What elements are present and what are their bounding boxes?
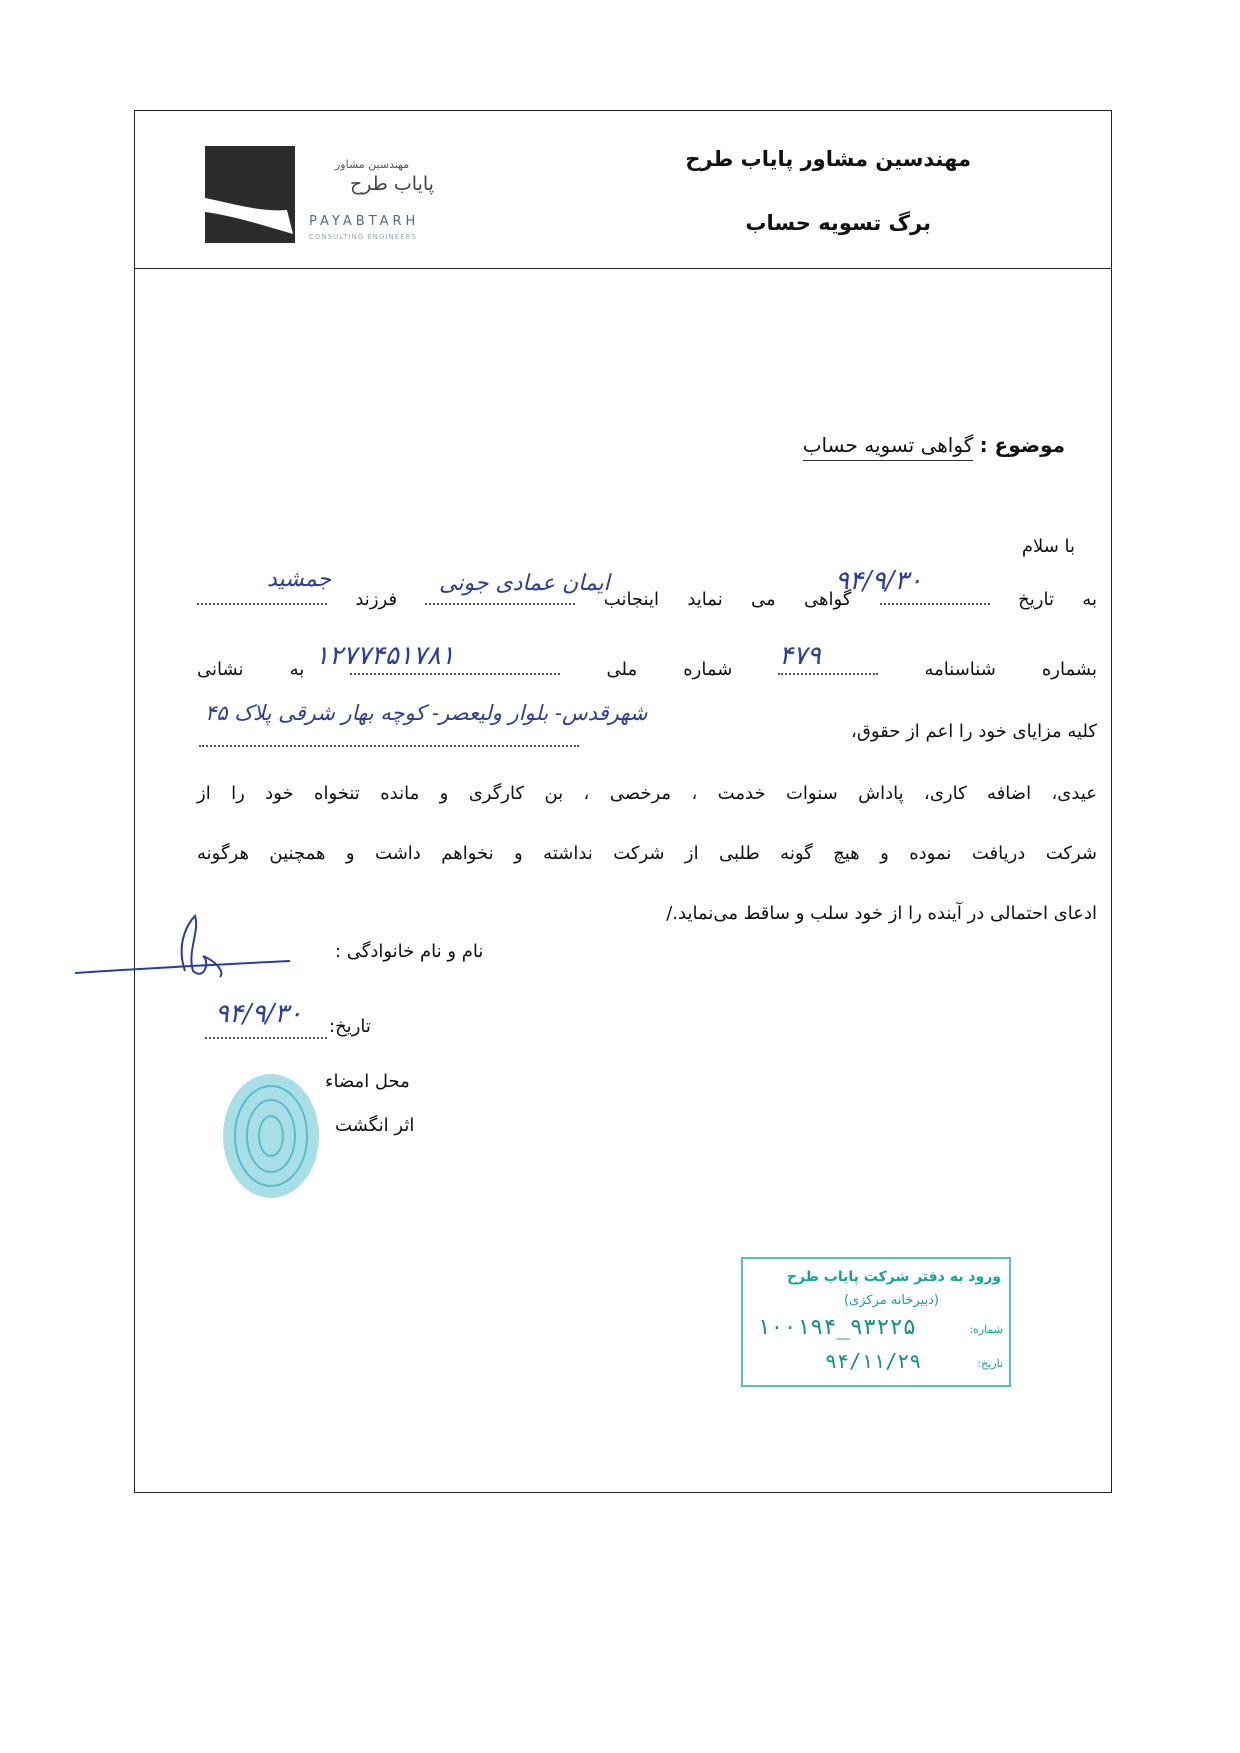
company-name: مهندسین مشاور پایاب طرح — [685, 147, 971, 171]
company-logo — [205, 146, 295, 243]
body-line-1 — [197, 589, 1097, 610]
stamp-number-label: شماره: — [969, 1323, 1003, 1336]
subject-line — [803, 433, 1065, 457]
logo-name-fa: پایاب طرح — [350, 173, 434, 195]
signature-scribble — [75, 911, 295, 991]
stamp-date: ۹۴/۱۱/۲۹ — [825, 1349, 922, 1373]
stamp-number: ۱۰۰۱۹۴_۹۳۲۲۵ — [757, 1315, 916, 1340]
body-line-4: عیدی، اضافه کاری، پاداش سنوات خدمت ، مرخصی ، بن کارگری و مانده تنخواه خود را از — [197, 783, 1097, 804]
handwritten-name: ایمان عمادی جونی — [439, 571, 610, 596]
fingerprint-mark — [213, 1066, 333, 1206]
body-national-label: شماره ملی — [606, 659, 733, 680]
form-title: برگ تسویه حساب — [745, 211, 931, 235]
stamp-date-label: تاریخ: — [977, 1357, 1003, 1370]
body-line-6: ادعای احتمالی در آینده را از خود سلب و ساقط می‌نماید./ — [666, 903, 1097, 924]
fingerprint-label: اثر انگشت — [335, 1115, 415, 1136]
logo-subtitle-fa: مهندسین مشاور — [335, 158, 410, 171]
logo-name-en: PAYABTARH — [309, 214, 420, 229]
body-line-5: شرکت دریافت نموده و هیچ گونه طلبی از شرکت نداشته و نخواهم داشت و همچنین هرگونه — [197, 843, 1097, 864]
handwritten-id-number: ۴۷۹ — [779, 641, 821, 671]
handwritten-sign-date: ۹۴/۹/۳۰ — [215, 999, 303, 1029]
stamp-title: ورود به دفتر شرکت پایاب طرح — [786, 1269, 1001, 1285]
handwritten-date: ۹۴/۹/۳۰ — [835, 566, 923, 596]
sign-place-label: محل امضاء — [325, 1071, 410, 1092]
body-child-label: فرزند — [355, 589, 398, 610]
registration-stamp — [741, 1257, 1011, 1387]
body-address-label: به نشانی — [197, 659, 305, 680]
handwritten-father: جمشید — [267, 567, 332, 592]
subject-title: گواهی تسویه حساب — [803, 433, 974, 461]
handwritten-address: شهرقدس- بلوار ولیعصر- کوچه بهار شرقی پلاک ۴۵ — [205, 701, 648, 725]
subject-label: موضوع : — [979, 433, 1065, 457]
stamp-subtitle: (دبیرخانه مرکزی) — [843, 1293, 939, 1308]
body-id-label: بشماره شناسنامه — [924, 659, 1097, 680]
greeting: با سلام — [1021, 536, 1075, 557]
body-benefits-text: کلیه مزایای خود را اعم از حقوق، — [851, 721, 1097, 742]
logo-subtitle-en: CONSULTING ENGINEERS — [309, 233, 417, 241]
body-certify-text: گواهی می نماید اینجانب — [603, 589, 852, 610]
document-header — [135, 111, 1111, 269]
document-frame — [134, 110, 1112, 1493]
sign-date-label: تاریخ: — [329, 1016, 371, 1037]
name-label: نام و نام خانوادگی : — [335, 941, 484, 962]
handwritten-national-id: ۱۲۷۷۴۵۱۷۸۱ — [315, 641, 455, 671]
body-date-label: به تاریخ — [1018, 589, 1097, 610]
address-fill-dots — [199, 731, 579, 747]
body-line-3 — [851, 721, 1097, 742]
